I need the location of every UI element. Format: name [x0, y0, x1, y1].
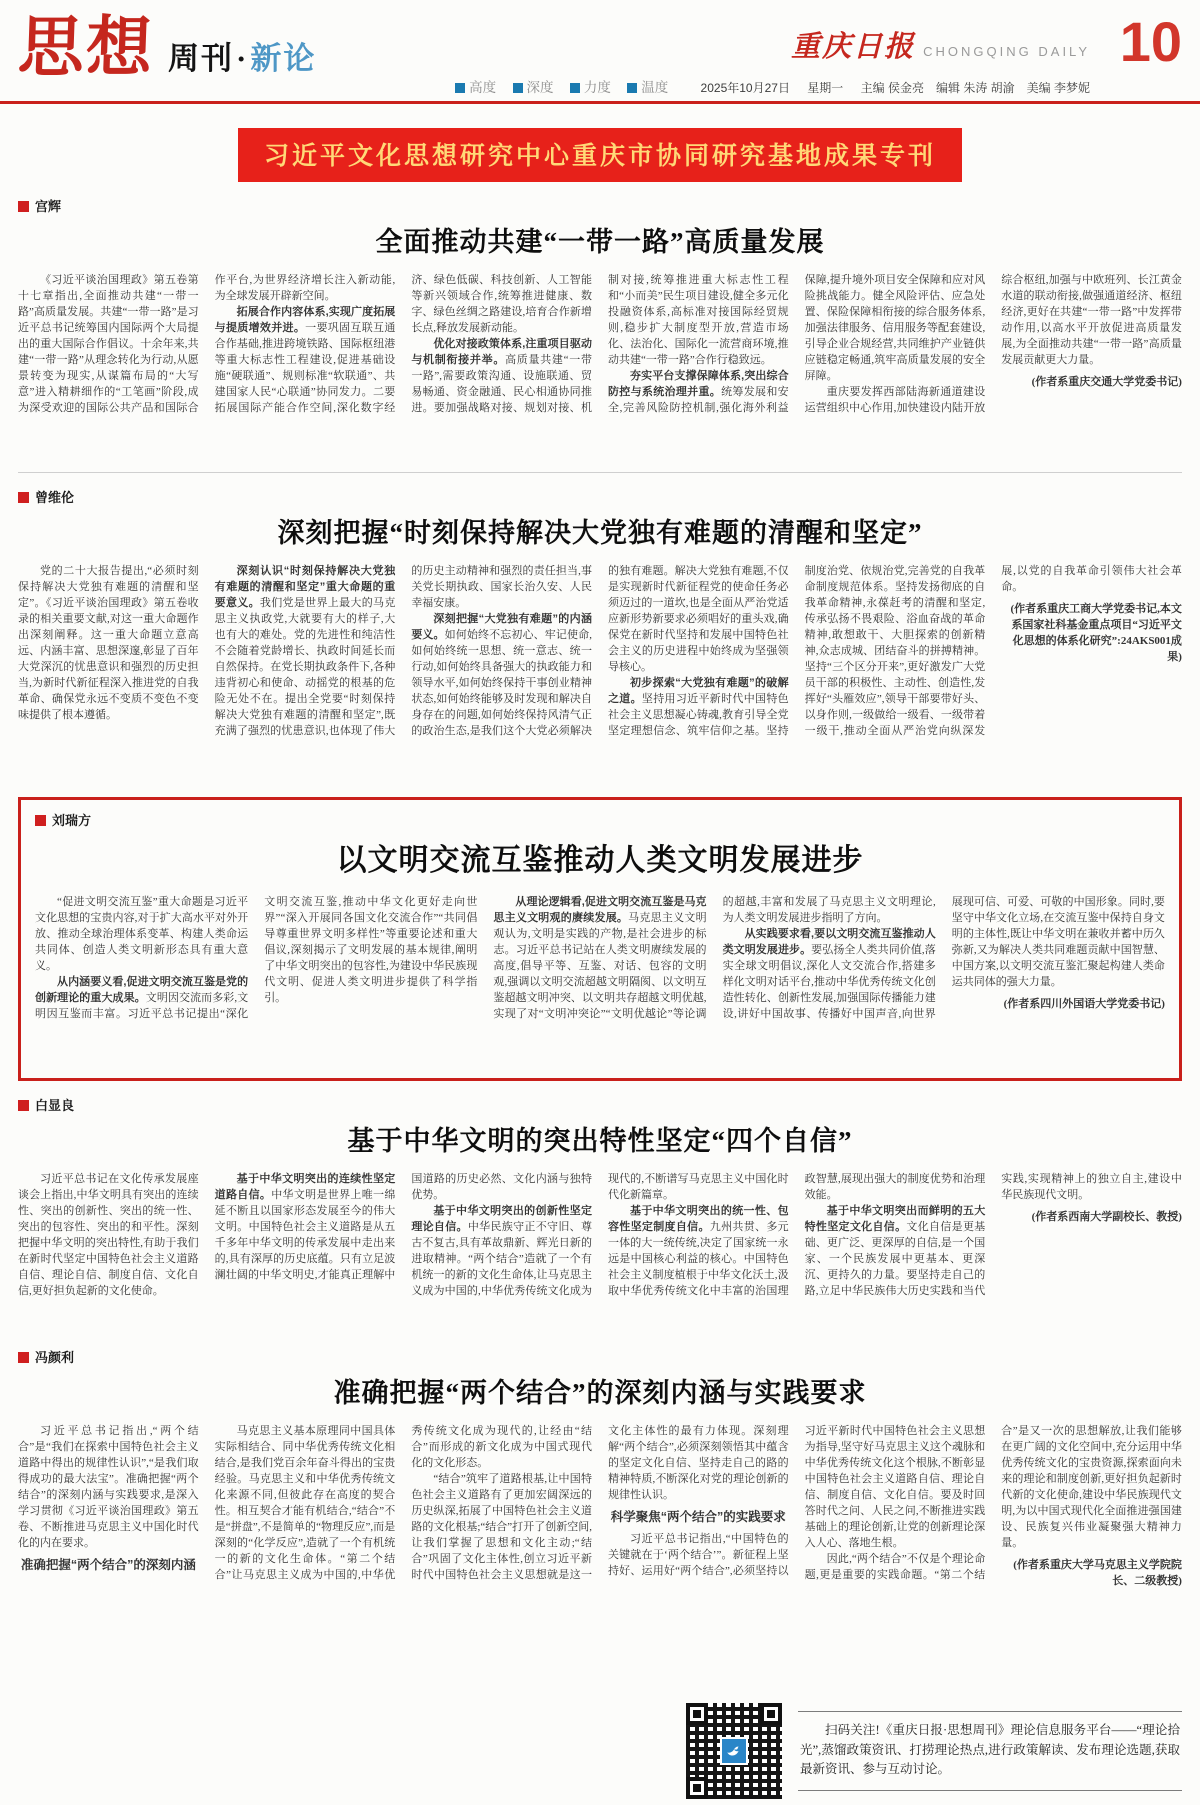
masthead-section: 新论	[250, 41, 317, 76]
author-marker-icon	[18, 201, 29, 212]
author-marker-icon	[18, 492, 29, 503]
masthead-rule	[0, 101, 1200, 104]
masthead-brand: 思想	[16, 8, 156, 86]
masthead-right	[455, 24, 1182, 96]
byline	[18, 196, 1182, 213]
article-body: 党的二十大报告提出,“必须时刻保持解决大党独有难题的清醒和坚定”。《习近平谈治国理政》第五卷收录的相关重要文献,对这一重大命题作出深刻阐释。这一重大命题立意高远、内涵丰富、思想深邃,彰显了百年大党深沉的忧患意识和强烈的历史担当,为新时代新征程深入推进党的自我革命、确保党永远不变质不变色不变味提供了根本遵循。 深刻认识“时刻保持解决大党独有难题的清醒和坚定”重大命题的重要意义。我们党是世界上最大的马克思主义执政党,大就要有大的样子,大也有大的难处。党的先进性和纯洁性不会随着党龄增长、执政时间延长而自然保持。在党长期执政条件下,各种违背初心和使命、动摇党的根基的危险无处不在。提出全党要“时刻保持解决大党独有难题的清醒和坚定”,既充满了强烈的忧患意识,也体现了伟大的历史主动精神和强烈的责任担当,事关党长期执政、国家长治久安、人民幸福安康。 深刻把握“大党独有难题”的内涵要义。如何始终不忘初心、牢记使命,如何始终统一思想、统一意志、统一行动,如何始终具备强大的执政能力和领导水平,如何始终保持干事创业精神状态,如何始终能够及时发现和解决自身存在的问题,如何始终保持风清气正的政治生态,是我们这个大党必须解决的独有难题。解决大党独有难题,不仅是实现新时代新征程党的使命任务必须迈过的一道坎,也是全面从严治党适应新形势新要求必须唱好的重头戏,确保党在新时代坚持和发展中国特色社会主义的历史进程中始终成为坚强领导核心。 初步探索“大党独有难题”的破解之道。坚持用习近平新时代中国特色社会主义思想凝心铸魂,教育引导全党坚定理想信念、筑牢信仰之基。坚持制度治党、依规治党,完善党的自我革命制度规范体系。坚持发扬彻底的自我革命精神,永葆赶考的清醒和坚定,传承弘扬不畏艰险、浴血奋战的革命精神,敢想敢干、大胆探索的创新精神,众志成城、团结奋斗的拼搏精神。坚持“三个区分开来”,更好激发广大党员干部的积极性、主动性、创造性,发挥好“头雁效应”,领导干部要带好头、以身作则,一级做给一级看、一级带着一级干,推动全面从严治党向纵深发展,以党的自我革命引领伟大社会革命。 (作者系重庆工商大学党委书记,本文系国家社科基金重点项目“习近平文化思想的体系化研究”:24AKS001成果)	[18, 565, 1182, 737]
author-marker-icon	[18, 1100, 29, 1111]
article-headline: 以文明交流互鉴推动人类文明发展进步	[336, 844, 864, 877]
tag-strength: 力度	[570, 80, 611, 95]
author-name: 刘瑞方	[52, 813, 92, 828]
article-headline: 准确把握“两个结合”的深刻内涵与实践要求	[333, 1378, 867, 1408]
byline	[18, 1347, 1182, 1364]
article-party-unique-problems	[18, 487, 1182, 781]
tag-height: 高度	[455, 80, 496, 95]
qr-corner-marker	[686, 1703, 708, 1725]
author-marker-icon	[18, 1352, 29, 1363]
article-body: 习近平总书记指出,“两个结合”是“我们在探索中国特色社会主义道路中得出的规律性认识”,“是我们取得成功的最大法宝”。准确把握“两个结合”的深刻内涵与实践要求,是深入学习贯彻《习近平谈治国理政》第五卷、不断推进马克思主义中国化时代化的内在要求。 准确把握“两个结合”的深刻内涵 马克思主义基本原理同中国具体实际相结合、同中华优秀传统文化相结合,是我们党百余年奋斗得出的宝贵经验。马克思主义和中华优秀传统文化来源不同,但彼此存在高度的契合性。相互契合才能有机结合,“结合”不是“拼盘”,不是简单的“物理反应”,而是深刻的“化学反应”,造就了一个有机统一的新的文化生命体。“第二个结合”让马克思主义成为中国的,中华优秀传统文化成为现代的,让经由“结合”而形成的新文化成为中国式现代化的文化形态。 “结合”筑牢了道路根基,让中国特色社会主义道路有了更加宏阔深远的历史纵深,拓展了中国特色社会主义道路的文化根基;“结合”打开了创新空间,让我们掌握了思想和文化主动;“结合”巩固了文化主体性,创立习近平新时代中国特色社会主义思想就是这一文化主体性的最有力体现。深刻理解“两个结合”,必须深刻领悟其中蕴含的坚定文化自信、坚持走自己的路的精神特质,不断深化对党的理论创新的规律性认识。 科学聚焦“两个结合”的实践要求 习近平总书记指出,“中国特色的关键就在于‘两个结合’”。新征程上坚持好、运用好“两个结合”,必须坚持以习近平新时代中国特色社会主义思想为指导,坚守好马克思主义这个魂脉和中华优秀传统文化这个根脉,不断彰显中国特色社会主义道路自信、理论自信、制度自信、文化自信。要及时回答时代之问、人民之问,不断推进实践基础上的理论创新,让党的创新理论深入人心、落地生根。 因此,“两个结合”不仅是个理论命题,更是重要的实践命题。“第二个结合”是又一次的思想解放,让我们能够在更广阔的文化空间中,充分运用中华优秀传统文化的宝贵资源,探索面向未来的理论和制度创新,更好担负起新时代新的文化使命,建设中华民族现代文明,为以中国式现代化全面推进强国建设、民族复兴伟业凝聚强大精神力量。 (作者系重庆大学马克思主义学院院长、二级教授)	[18, 1425, 1182, 1587]
author-name: 冯颜利	[35, 1350, 75, 1365]
author-name: 曾维伦	[35, 490, 75, 505]
author-name: 宫辉	[35, 199, 62, 214]
article-four-confidences	[18, 1095, 1182, 1333]
article-belt-and-road	[18, 196, 1182, 460]
article-body: “促进文明交流互鉴”重大命题是习近平文化思想的宝贵内容,对于扩大高水平对外开放、推动全球治理体系变革、构建人类命运共同体、创造人类文明新形态具有重大意义。 从内涵要义看,促进文明交流互鉴是党的创新理论的重大成果。文明因交流而多彩,文明因互鉴而丰富。习近平总书记提出“深化文明交流互鉴,推动中华文化更好走向世界”“深入开展同各国文化交流合作”“共同倡导尊重世界文明多样性”等重要论述和重大倡议,深刻揭示了文明发展的基本规律,阐明了中华文明突出的包容性,为建设中华民族现代文明、促进人类文明进步提供了科学指引。 从理论逻辑看,促进文明交流互鉴是马克思主义文明观的赓续发展。马克思主义文明观认为,文明是实践的产物,是社会进步的标志。习近平总书记站在人类文明赓续发展的高度,倡导平等、互鉴、对话、包容的文明观,强调以文明交流超越文明隔阂、以文明互鉴超越文明冲突、以文明共存超越文明优越,实现了对“文明冲突论”“文明优越论”等论调的超越,丰富和发展了马克思主义文明理论,为人类文明发展进步指明了方向。 从实践要求看,要以文明交流互鉴推动人类文明发展进步。要弘扬全人类共同价值,落实全球文明倡议,深化人文交流合作,搭建多样化文明对话平台,推动中华优秀传统文化创造性转化、创新性发展,加强国际传播能力建设,讲好中国故事、传播好中国声音,向世界展现可信、可爱、可敬的中国形象。同时,要坚守中华文化立场,在交流互鉴中保持自身文明的主体性,既让中华文明在兼收并蓄中历久弥新,又为解决人类共同难题贡献中国智慧、中国方案,以文明交流互鉴汇聚起构建人类命运共同体的强大力量。 (作者系四川外国语大学党委书记)	[35, 896, 1165, 1020]
paper-logo-en: CHONGQING DAILY	[923, 44, 1090, 59]
section-divider	[18, 472, 1182, 473]
article-civilization-exchange-boxed	[18, 797, 1182, 1081]
qr-promo-block	[674, 1695, 1182, 1803]
page-number: 10	[1119, 10, 1182, 73]
article-headline: 深刻把握“时刻保持解决大党独有难题的清醒和坚定”	[277, 518, 923, 548]
article-body: 习近平总书记在文化传承发展座谈会上指出,中华文明具有突出的连续性、突出的创新性、突出的统一性、突出的包容性、突出的和平性。深刻把握中华文明的突出特性,有助于我们在新时代坚定中国特色社会主义道路自信、理论自信、制度自信、文化自信,更好担负起新的文化使命。 基于中华文明突出的连续性坚定道路自信。中华文明是世界上唯一绵延不断且以国家形态发展至今的伟大文明。中国特色社会主义道路是从五千多年中华文明的传承发展中走出来的,具有深厚的历史底蕴。只有立足波澜壮阔的中华文明史,才能真正理解中国道路的历史必然、文化内涵与独特优势。 基于中华文明突出的创新性坚定理论自信。中华民族守正不守旧、尊古不复古,具有革故鼎新、辉光日新的进取精神。“两个结合”造就了一个有机统一的新的文化生命体,让马克思主义成为中国的,中华优秀传统文化成为现代的,不断谱写马克思主义中国化时代化新篇章。 基于中华文明突出的统一性、包容性坚定制度自信。九州共贯、多元一体的大一统传统,决定了国家统一永远是中国核心利益的核心。中国特色社会主义制度植根于中华文化沃土,汲取中华优秀传统文化中丰富的治国理政智慧,展现出强大的制度优势和治理效能。 基于中华文明突出而鲜明的五大特性坚定文化自信。文化自信是更基础、更广泛、更深厚的自信,是一个国家、一个民族发展中更基本、更深沉、更持久的力量。要坚持走自己的路,立足中华民族伟大历史实践和当代实践,实现精神上的独立自主,建设中华民族现代文明。 (作者系西南大学副校长、教授)	[18, 1173, 1182, 1297]
author-name: 白显良	[35, 1098, 75, 1113]
weekly-dot: ·	[236, 41, 249, 76]
byline	[18, 1095, 1182, 1112]
author-marker-icon	[35, 815, 46, 826]
tag-square-icon	[627, 83, 637, 93]
qr-code	[686, 1703, 782, 1799]
article-headline: 全面推动共建“一带一路”高质量发展	[375, 227, 825, 257]
bird-icon	[720, 1737, 748, 1765]
qr-caption-text: 扫码关注!《重庆日报·思想周刊》理论信息服务平台——“理论拾光”,蒸馏政策资讯、打捞理论热点,进行政策解读、发布理论选题,获取最新资讯、参与互动讨论。	[800, 1723, 1180, 1777]
weekday: 星期一	[807, 81, 844, 95]
byline	[18, 487, 1182, 504]
qr-caption	[798, 1711, 1182, 1791]
article-headline: 基于中华文明的突出特性坚定“四个自信”	[347, 1126, 853, 1156]
weekly-label: 周刊	[168, 41, 234, 76]
masthead-weekly	[168, 33, 316, 84]
byline	[35, 810, 1165, 827]
tag-warmth: 温度	[627, 80, 668, 95]
article-body: 《习近平谈治国理政》第五卷第十七章指出,全面推动共建“一带一路”高质量发展。共建“一带一路”是习近平总书记统筹国内国际两个大局提出的重大国际合作倡议。十余年来,共建“一带一路”从理念转化为行动,从愿景转变为现实,从谋篇布局的“大写意”进入精耕细作的“工笔画”阶段,成为深受欢迎的国际公共产品和国际合作平台,为世界经济增长注入新动能,为全球发展开辟新空间。 拓展合作内容体系,实现广度拓展与提质增效并进。一要巩固互联互通合作基础,推进跨境铁路、国际枢纽港等重大标志性工程建设,促进基础设施“硬联通”、规则标准“软联通”、共建国家人民“心联通”协同发力。二要拓展国际产能合作空间,深化数字经济、绿色低碳、科技创新、人工智能等新兴领域合作,统筹推进健康、数字、绿色丝绸之路建设,培育合作新增长点,释放发展新动能。 优化对接政策体系,注重项目驱动与机制衔接并举。高质量共建“一带一路”,需要政策沟通、设施联通、贸易畅通、资金融通、民心相通协同推进。要加强战略对接、规划对接、机制对接,统筹推进重大标志性工程和“小而美”民生项目建设,健全多元化投融资体系,高标准对接国际经贸规则,稳步扩大制度型开放,营造市场化、法治化、国际化一流营商环境,推动共建“一带一路”合作行稳致远。 夯实平台支撑保障体系,突出综合防控与系统治理并重。统筹发展和安全,完善风险防控机制,强化海外利益保障,提升境外项目安全保障和应对风险挑战能力。健全风险评估、应急处置、保险保障相衔接的综合服务体系,加强法律服务、信用服务等配套建设,引导企业合规经营,共同维护产业链供应链稳定畅通,筑牢高质量发展的安全屏障。 重庆要发挥西部陆海新通道建设运营组织中心作用,加快建设内陆开放综合枢纽,加强与中欧班列、长江黄金水道的联动衔接,做强通道经济、枢纽经济,更好在共建“一带一路”中发挥带动作用,以高水平开放促进高质量发展,为全面推动共建“一带一路”高质量发展贡献更大力量。 (作者系重庆交通大学党委书记)	[18, 274, 1182, 414]
masthead	[18, 10, 1182, 98]
date: 2025年10月27日	[700, 81, 790, 95]
special-edition-banner: 习近平文化思想研究中心重庆市协同研究基地成果专刊	[238, 128, 962, 182]
tag-depth: 深度	[513, 80, 554, 95]
tag-square-icon	[513, 83, 523, 93]
qr-corner-marker	[760, 1703, 782, 1725]
article-body-wrap	[18, 1423, 1182, 1805]
paper-logo	[455, 24, 1090, 65]
paper-logo-cn: 重庆日报	[791, 31, 916, 63]
tag-square-icon	[455, 83, 465, 93]
masthead-meta	[455, 76, 1090, 96]
tag-square-icon	[570, 83, 580, 93]
qr-corner-marker	[686, 1777, 708, 1799]
staff-credits: 主编 侯金亮 编辑 朱涛 胡渝 美编 李梦妮	[860, 81, 1090, 95]
article-two-combinations	[18, 1347, 1182, 1805]
